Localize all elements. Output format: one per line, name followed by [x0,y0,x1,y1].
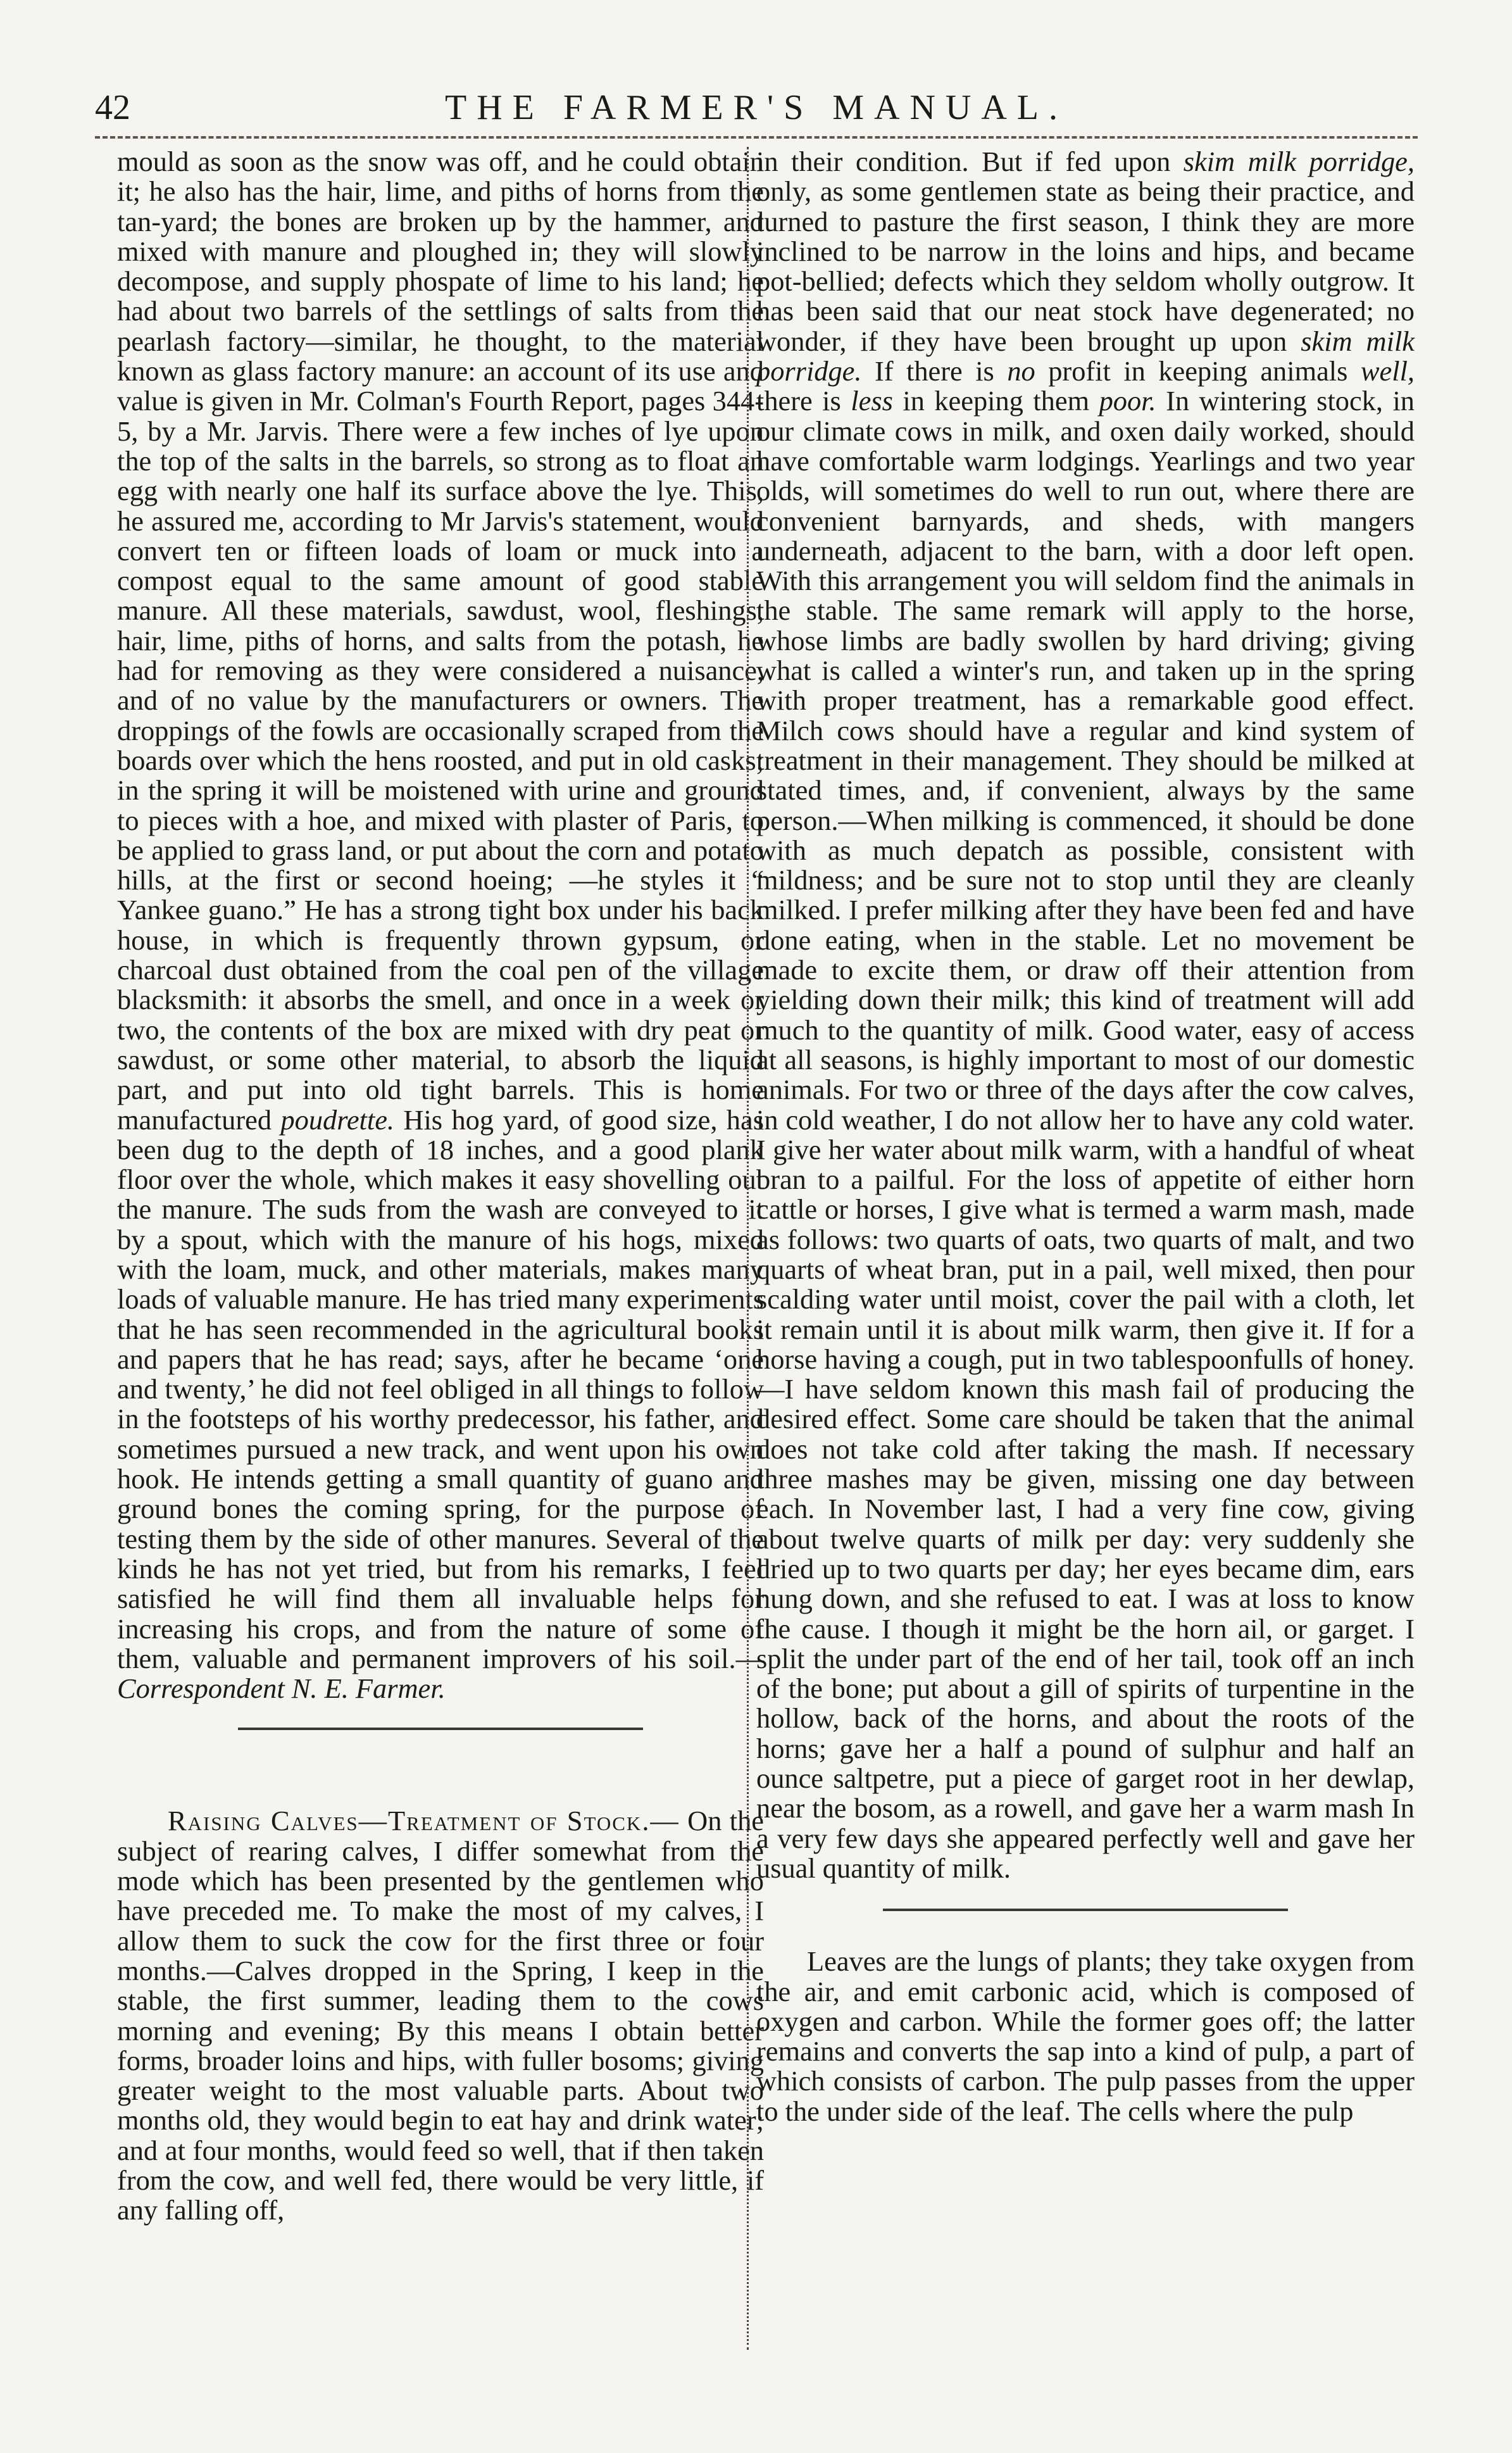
left-paragraph-2 [117,1806,764,2225]
poudrette-italic: poudrette. [280,1103,394,1136]
right-italic-f: no [1007,355,1035,387]
right-text-c: only, as some gentlemen state as being their practice, and turned to pasture the first season, I think they are more inclined to be narrow in the loins and hips, and became pot-bellied; defects which they seldom wholly outgrow. It has been said that our neat stock have degenerated; no wonder, if they have been brought up upon [756,175,1415,357]
column-divider [747,147,749,2350]
right-text-k: in keeping them [903,385,1090,417]
right-text-g: profit in keeping animals [1048,355,1348,387]
right-italic-j: less [851,385,893,417]
right-column [756,147,1415,2126]
header-rule [95,136,1418,139]
page-number: 42 [95,88,130,127]
right-text-i: there is [756,385,841,417]
left-paragraph-2-text: On the subject of rearing calves, I differ somewhat from the mode which has been presented by the gentlemen who have preceded me. To make the most of my calves, I allow them to suck the cow for the first three or four months.—Calves dropped in the Spring, I keep in the stable, the first summer, leading them to the cows morning and evening; By this means I obtain better forms, broader loins and hips, with fuller bosoms; giving greater weight to the most valuable parts. About two months old, they would begin to eat hay and drink water; and at four months, would feed so well, that if then taken from the cow, and well fed, there would be very little, if any falling off, [117,1805,765,2226]
right-italic-l: poor. [1099,385,1156,417]
correspondent-credit: Correspondent N. E. Farmer. [117,1672,446,1705]
right-italic-h: well, [1360,355,1415,387]
right-text-e: If there is [874,355,994,387]
page-header [95,82,1418,133]
section-divider [238,1728,643,1730]
section-heading: Raising Calves—Treatment of Stock.— [168,1805,680,1837]
left-paragraph-1 [117,147,764,1703]
right-paragraph-1 [756,147,1415,1883]
right-text-m: In wintering stock, in our climate cows in milk, and oxen daily worked, should have comfortable warm lodgings. Yearlings and two year olds, will sometimes do well to run out, where there are convenient barnyards, and sheds, with mangers underneath, adjacent to the barn, with a door left open. With this arrangement you will seldom find the animals in the stable. The same remark will apply to the horse, whose limbs are badly swollen by hard driving; giving what is called a winter's run, and taken up in the spring with proper treatment, has a remarkable good effect. Milch cows should have a regular and kind system of treatment in their management. They should be milked at stated times, and, if convenient, always by the same person.—When milking is commenced, it should be done with as much depatch as possible, consistent with mildness; and be sure not to stop until they are cleanly milked. I prefer milking after they have been fed and have done eating, when in the stable. Let no movement be made to excite them, or draw off their attention from yielding down their milk; this kind of treatment will add much to the quantity of milk. Good water, easy of access at all seasons, is highly important to most of our domestic animals. For two or three of the days after the cow calves, in cold weather, I do not allow her to have any cold water. I give her water about milk warm, with a handful of wheat bran to a pailful. For the loss of appetite of either horn cattle or horses, I give what is termed a warm mash, made as follows: two quarts of oats, two quarts of malt, and two quarts of wheat bran, put in a pail, well mixed, then pour scalding water until moist, cover the pail with a cloth, let it remain until it is about milk warm, then give it. If for a horse having a cough, put in two tablespoonfulls of honey.—I have seldom known this mash fail of producing the desired effect. Some care should be taken that the animal does not take cold after taking the mash. If necessary three mashes may be given, missing one day between each. In November last, I had a very fine cow, giving about twelve quarts of milk per day: very suddenly she dried up to two quarts per day; her eyes became dim, ears hung down, and she refused to eat. I was at loss to know the cause. I though it might be the horn ail, or garget. I split the under part of the end of her tail, took off an inch of the bone; put about a gill of spirits of turpentine in the hollow, back of the horns, and about the roots of the horns; gave her a half a pound of sulphur and half an ounce saltpetre, put a piece of garget root in her dewlap, near the bosom, as a rowell, and gave her a warm mash In a very few days she appeared perfectly well and gave her usual quantity of milk. [756,385,1415,1884]
right-paragraph-2: Leaves are the lungs of plants; they take oxygen from the air, and emit carbonic acid, which is composed of oxygen and carbon. While the former goes off; the latter remains and converts the sap into a kind of pulp, a part of which consists of carbon. The pulp passes from the upper to the under side of the leaf. The cells where the pulp [756,1945,1415,2127]
section-divider-right [883,1909,1288,1911]
right-italic-b: skim milk porridge, [1183,146,1415,177]
right-italic-d: skim milk porridge. [756,325,1415,387]
left-column [117,147,764,2226]
right-text-a: in their condition. But if fed upon [756,146,1171,177]
left-paragraph-1-text: mould as soon as the snow was off, and he could obtain it; he also has the hair, lime, and piths of horns from the tan-yard; the bones are broken up by the hammer, and mixed with manure and ploughed in; they will slowly decompose, and supply phospate of lime to his land; he had about two barrels of the settlings of salts from the pearlash factory—similar, he thought, to the material known as glass factory manure: an account of its use and value is given in Mr. Colman's Fourth Report, pages 344-5, by a Mr. Jarvis. There were a few inches of lye upon the top of the salts in the barrels, so strong as to float an egg with nearly one half its surface above the lye. This, he assured me, according to Mr Jarvis's statement, would convert ten or fifteen loads of loam or muck into a compost equal to the same amount of good stable manure. All these materials, sawdust, wool, fleshings, hair, lime, piths of horns, and salts from the potash, he had for removing as they were considered a nuisance, and of no value by the manufacturers or owners. The droppings of the fowls are occasionally scraped from the boards over which the hens roosted, and put in old casks; in the spring it will be moistened with urine and ground to pieces with a hoe, and mixed with plaster of Paris, to be applied to grass land, or put about the corn and potato hills, at the first or second hoeing; —he styles it “ Yankee guano.” He has a strong tight box under his back house, in which is frequently thrown gypsum, or charcoal dust obtained from the coal pen of the village blacksmith: it absorbs the smell, and once in a week or two, the contents of the box are mixed with dry peat or sawdust, or some other material, to absorb the liquid part, and put into old tight barrels. This is home manufactured [117,146,764,1136]
running-title: THE FARMER'S MANUAL. [445,88,1068,127]
left-paragraph-1-tail: His hog yard, of good size, has been dug to the depth of 18 inches, and a good plank floor over the whole, which makes it easy shovelling out the manure. The suds from the wash are conveyed to it by a spout, which with the manure of his hogs, mixed with the loam, muck, and other materials, makes many loads of valuable manure. He has tried many experiments that he has seen recommended in the agricultural books and papers that he has read; says, after he became ‘one and twenty,’ he did not feel obliged in all things to follow in the footsteps of his worthy predecessor, his father, and sometimes pursued a new track, and went upon his own hook. He intends getting a small quantity of guano and ground bones the coming spring, for the purpose of testing them by the side of other manures. Several of the kinds he has not yet tried, but from his remarks, I feel satisfied he will find them all invaluable helps for increasing his crops, and from the nature of some of them, valuable and permanent improvers of his soil.— [117,1103,764,1674]
